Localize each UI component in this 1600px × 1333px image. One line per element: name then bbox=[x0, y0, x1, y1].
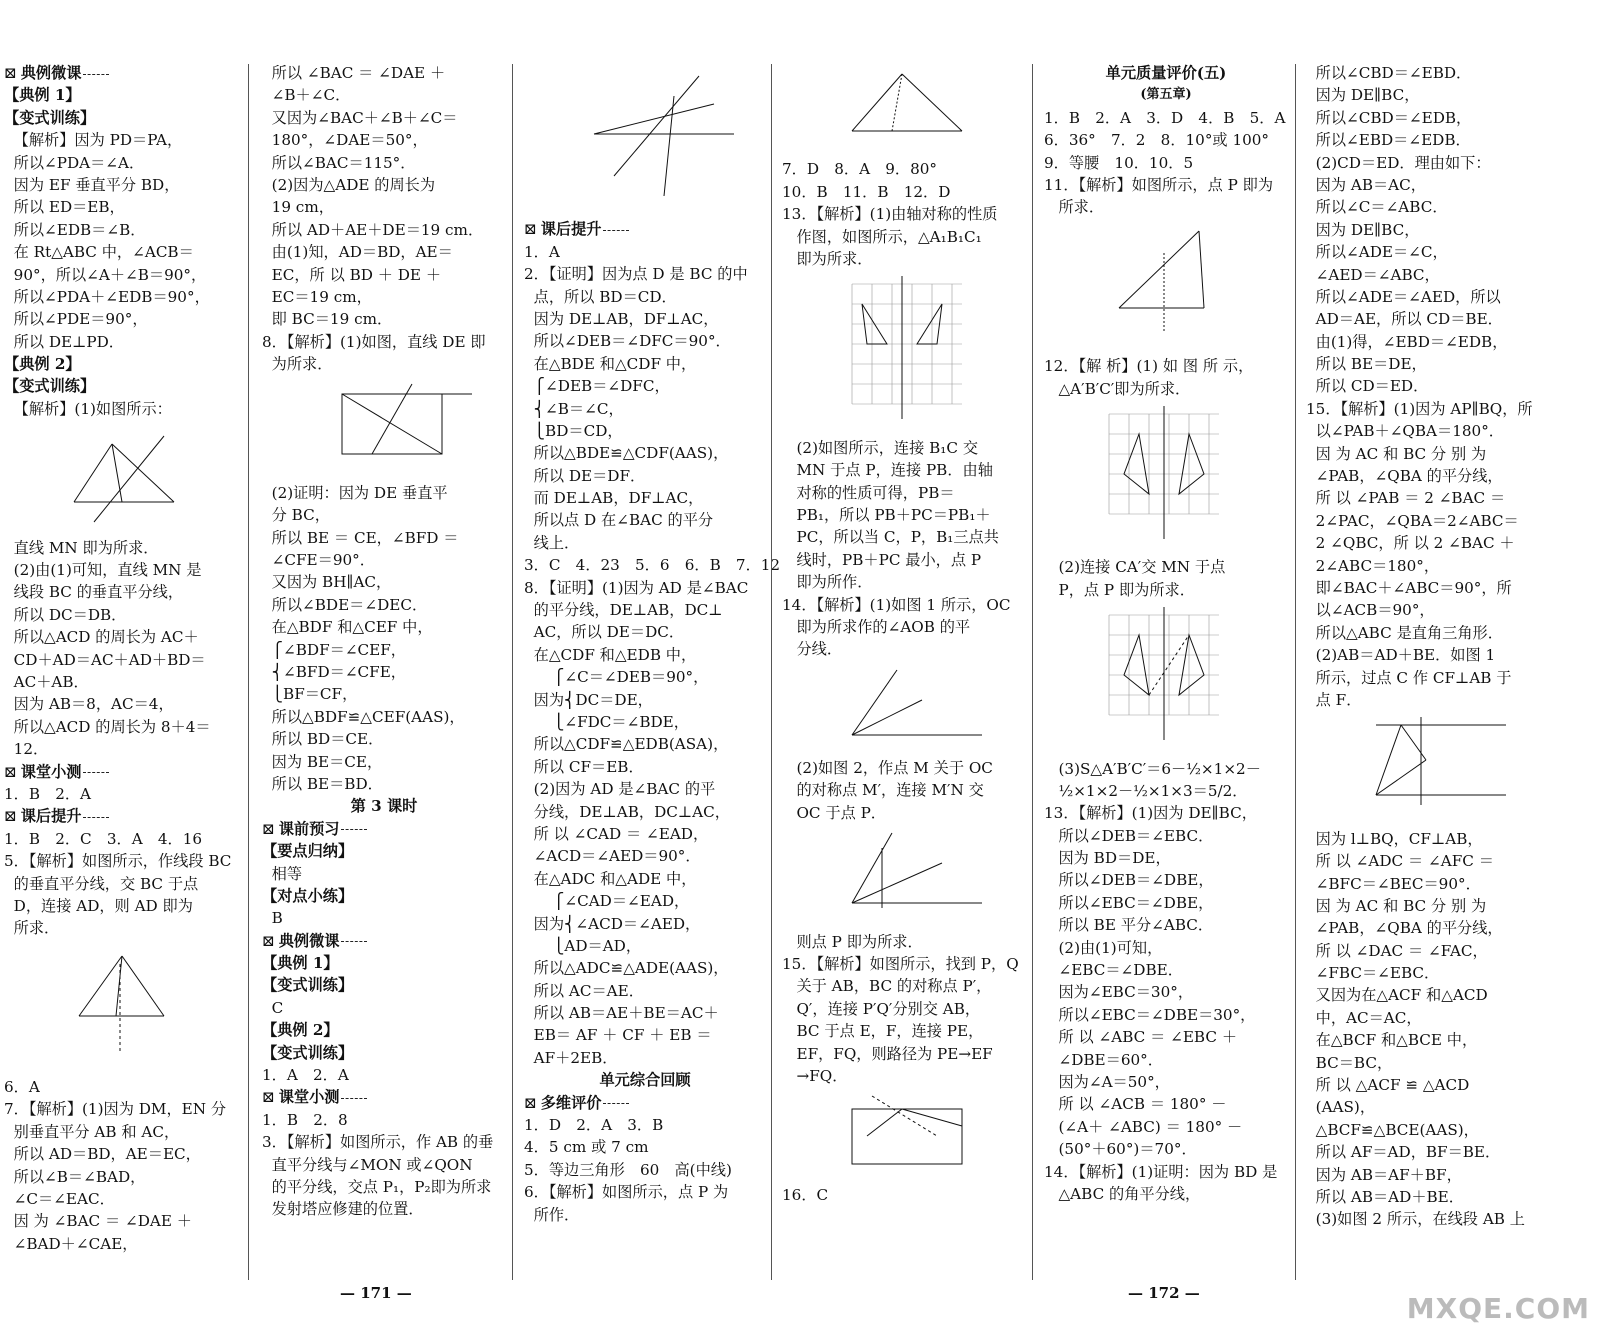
text-line: (2)由(1)可知， bbox=[1044, 938, 1163, 957]
text-line: 2∠ABC＝180°， bbox=[1306, 556, 1440, 575]
column-5 bbox=[1044, 62, 1288, 1205]
text-line: EB＝ AF ＋ CF ＋ EB ＝ bbox=[524, 1026, 712, 1045]
figure-f9 bbox=[842, 1091, 1026, 1177]
text-line: 12． bbox=[4, 740, 49, 759]
text-line: 所以△BDE≌△CDF(AAS)， bbox=[524, 444, 729, 463]
text-line: ∠PAB，∠QBA 的平分线， bbox=[1306, 467, 1503, 486]
page-number-left: — 171 — bbox=[340, 1284, 412, 1302]
text-line: 在△BDF 和△CEF 中， bbox=[262, 618, 433, 637]
text-line: 又因为∠BAC＋∠B＋∠C＝ bbox=[262, 108, 458, 127]
text-line: (2)证明：因为 DE 垂直平 bbox=[262, 483, 448, 502]
text-line: 所 以 ∠ABC ＝ ∠EBC ＋ bbox=[1044, 1028, 1238, 1047]
text-line: (AAS)， bbox=[1306, 1098, 1376, 1117]
text-line: (3)如图 2 所示，在线段 AB 上 bbox=[1306, 1210, 1525, 1229]
text-line: 点，所以 BD＝CD． bbox=[524, 287, 677, 306]
text-line: 8．【证明】(1)因为 AD 是∠BAC bbox=[524, 578, 749, 597]
text-line: 所以 DC＝DB． bbox=[4, 605, 127, 624]
text-line: 因 为 AC 和 BC 分 别 为 bbox=[1306, 444, 1487, 463]
text-line: 在△BDE 和△CDF 中， bbox=[524, 354, 697, 373]
column-2 bbox=[262, 62, 506, 1221]
text-line: 因为 AB＝8，AC＝4， bbox=[4, 695, 174, 714]
text-line: (2)因为 AD 是∠BAC 的平 bbox=[524, 780, 716, 799]
figure-f8 bbox=[842, 828, 1026, 924]
section-heading: ⊠ 课前预习 bbox=[262, 818, 506, 840]
text-line: EC＝19 cm， bbox=[262, 287, 372, 306]
text-line: 因为 DE⊥AB，DF⊥AC， bbox=[524, 309, 719, 328]
text-line: 线段 BC 的垂直平分线， bbox=[4, 583, 184, 602]
text-line: 所 以 ∠PAB ＝ 2 ∠BAC ＝ bbox=[1306, 489, 1506, 508]
text-line: ⎧∠C＝∠DEB＝90°， bbox=[524, 668, 709, 687]
text-line: 2∠PAC，∠QBA＝2∠ABC＝ bbox=[1306, 511, 1519, 530]
text-line: 则点 P 即为所求． bbox=[782, 932, 923, 951]
text-line: 因为 DE∥BC， bbox=[1306, 220, 1420, 239]
text-line: ∠EBC＝∠DBE． bbox=[1044, 961, 1183, 980]
text-line: (50°＋60°)＝70°． bbox=[1044, 1140, 1197, 1159]
text-line: 别垂直平分 AB 和 AC， bbox=[4, 1122, 180, 1141]
text-line: ⎩BF＝CF， bbox=[262, 685, 358, 704]
text-line: 所以 AB＝AE＋BE＝AC＋ bbox=[524, 1004, 719, 1023]
text-line: 相等 bbox=[262, 864, 303, 883]
text-line: 所以∠DEB＝∠DBE， bbox=[1044, 871, 1214, 890]
text-line: 所以△ACD 的周长为 8＋4＝ bbox=[4, 717, 211, 736]
text-line: 所以∠BAC＝115°． bbox=[262, 153, 416, 172]
text-line: 【对点小练】 bbox=[262, 886, 354, 905]
text-line: PB₁，所以 PB＋PC＝PB₁＋ bbox=[782, 505, 991, 524]
text-line: 又因为在△ACF 和△ACD bbox=[1306, 986, 1488, 1005]
text-line: AD＝AE，所以 CD＝BE． bbox=[1306, 310, 1503, 329]
text-line: 所以∠EBC＝∠DBE＝30°， bbox=[1044, 1005, 1256, 1024]
text-line: 所以∠CBD＝∠EDB， bbox=[1306, 108, 1472, 127]
text-line: 为所求． bbox=[262, 355, 333, 374]
text-line: 【要点归纳】 bbox=[262, 842, 354, 861]
text-line: 因为⎨DC＝DE， bbox=[524, 690, 653, 709]
section-heading: ⊠ 课后提升 bbox=[524, 218, 766, 240]
text-line: △A′B′C′即为所求． bbox=[1044, 379, 1191, 398]
text-line: 所求． bbox=[1044, 198, 1105, 217]
section-heading: ⊠ 典例微课 bbox=[4, 62, 244, 84]
text-line: 分线． bbox=[782, 640, 843, 659]
text-line: 7．【解析】(1)因为 DM，EN 分 bbox=[4, 1100, 227, 1119]
text-line: ∠PAB，∠QBA 的平分线， bbox=[1306, 919, 1503, 938]
text-line: 所以∠DEB＝∠EBC． bbox=[1044, 826, 1214, 845]
text-line: 【解析】(1)如图所示： bbox=[4, 399, 172, 418]
text-line: 以∠PAB＋∠QBA＝180°． bbox=[1306, 422, 1504, 441]
text-line: ∠AED＝∠ABC， bbox=[1306, 265, 1440, 284]
text-line: 的平分线，DE⊥AB，DC⊥ bbox=[524, 601, 723, 620]
text-line: ∠DBE＝60°． bbox=[1044, 1050, 1163, 1069]
text-line: 所以 BE＝BD． bbox=[262, 774, 383, 793]
text-line: 即为所求作的∠AOB 的平 bbox=[782, 617, 971, 636]
text-line: 因为∠A＝50°， bbox=[1044, 1072, 1170, 1091]
figure-f13 bbox=[1366, 715, 1594, 821]
text-line: 【变式训练】 bbox=[262, 1043, 354, 1062]
text-line: ⎧∠BDF＝∠CEF， bbox=[262, 640, 406, 659]
text-line: △BCF≌△BCE(AAS)， bbox=[1306, 1120, 1479, 1139]
text-line: PC，所以当 C，P，B₁三点共 bbox=[782, 528, 999, 547]
page-number-right: — 172 — bbox=[1128, 1284, 1200, 1302]
text-line: 即为所求． bbox=[782, 249, 873, 268]
text-line: 所以 AB＝AD＋BE． bbox=[1306, 1187, 1464, 1206]
text-line: (2)如图 2，作点 M 关于 OC bbox=[782, 759, 993, 778]
text-line: 所以 BD＝CE． bbox=[262, 730, 384, 749]
figure-f3 bbox=[322, 379, 506, 475]
text-line: EC，所 以 BD ＋ DE ＋ bbox=[262, 265, 442, 284]
text-line: 3．C 4．23 5．6 6．B 7．12 bbox=[524, 556, 781, 575]
text-line: 所以 CF＝EB． bbox=[524, 757, 644, 776]
text-line: 所以 DE⊥PD． bbox=[4, 332, 124, 351]
text-line: 12．【解 析】(1) 如 图 所 示， bbox=[1044, 357, 1254, 376]
figure-f5 bbox=[842, 66, 1026, 152]
text-line: ∠BFC＝∠BEC＝90°． bbox=[1306, 874, 1481, 893]
text-line: 所作． bbox=[524, 1205, 580, 1224]
text-line: 1．D 2．A 3．B bbox=[524, 1116, 664, 1135]
text-line: 所以 AD＋AE＋DE＝19 cm． bbox=[262, 220, 484, 239]
text-line: AC，所以 DE＝DC． bbox=[524, 623, 685, 642]
text-line: 关于 AB，BC 的对称点 P′， bbox=[782, 977, 992, 996]
text-line: 所以 AC＝AE． bbox=[524, 981, 644, 1000]
text-line: 所以∠BDE＝∠DEC． bbox=[262, 595, 428, 614]
text-line: 1．B 2．8 bbox=[262, 1110, 348, 1129]
text-line: 对称的性质可得，PB＝ bbox=[782, 483, 955, 502]
text-line: (第五章) bbox=[1140, 87, 1192, 103]
text-line: 的平分线，交点 P₁，P₂即为所求 bbox=[262, 1177, 492, 1196]
text-line: B bbox=[262, 909, 283, 928]
text-line: (2)如图所示，连接 B₁C 交 bbox=[782, 438, 979, 457]
text-line: (2)因为△ADE 的周长为 bbox=[262, 175, 436, 194]
text-line: 在△CDF 和△EDB 中， bbox=[524, 645, 697, 664]
text-line: 的对称点 M′，连接 M′N 交 bbox=[782, 781, 984, 800]
column-divider bbox=[1032, 64, 1033, 1280]
text-line: 直平分线与∠MON 或∠QON bbox=[262, 1155, 473, 1174]
text-line: ∠CFE＝90°． bbox=[262, 551, 375, 570]
text-line: 分 BC， bbox=[262, 506, 330, 525]
figure-f11 bbox=[1104, 404, 1288, 550]
text-line: 作图，如图所示，△A₁B₁C₁ bbox=[782, 227, 982, 246]
text-line: ∠ACD＝∠AED＝90°． bbox=[524, 847, 701, 866]
text-line: 【典例 2】 bbox=[262, 1021, 339, 1040]
text-line: 8．【解析】(1)如图，直线 DE 即 bbox=[262, 332, 486, 351]
text-line: 又因为 BH∥AC， bbox=[262, 573, 392, 592]
text-line: 在 Rt△ABC 中，∠ACB＝ bbox=[4, 243, 194, 262]
text-line: 因为 BD＝DE， bbox=[1044, 849, 1171, 868]
text-line: 因 为 ∠BAC ＝ ∠DAE ＋ bbox=[4, 1212, 192, 1231]
text-line: ½×1×2－½×1×3＝5/2． bbox=[1044, 781, 1248, 800]
text-line: BC＝BC， bbox=[1306, 1053, 1393, 1072]
lesson-heading: 单元质量评价(五) bbox=[1105, 64, 1227, 82]
text-line: (∠A＋ ∠ABC) ＝ 180° － bbox=[1044, 1117, 1243, 1136]
text-line: 【变式训练】 bbox=[4, 108, 96, 127]
text-line: 【解析】因为 PD＝PA， bbox=[4, 131, 183, 150]
text-line: AF＋2EB． bbox=[524, 1048, 618, 1067]
text-line: ⎨∠B＝∠C， bbox=[524, 399, 624, 418]
text-line: C bbox=[262, 998, 284, 1017]
text-line: 16．C bbox=[782, 1185, 829, 1204]
text-line: ⎧∠CAD＝∠EAD， bbox=[524, 892, 690, 911]
text-line: 所以△ABC 是直角三角形． bbox=[1306, 623, 1503, 642]
text-line: 2 ∠QBC，所 以 2 ∠BAC ＋ bbox=[1306, 534, 1515, 553]
text-line: 6．【解析】如图所示，点 P 为 bbox=[524, 1183, 729, 1202]
text-line: 3．【解析】如图所示，作 AB 的垂 bbox=[262, 1133, 494, 1152]
text-line: 因为 EF 垂直平分 BD， bbox=[4, 175, 180, 194]
section-heading: ⊠ 课后提升 bbox=[4, 805, 244, 827]
text-line: 所示，过点 C 作 CF⊥AB 于 bbox=[1306, 668, 1512, 687]
text-line: 所以∠B＝∠BAD， bbox=[4, 1167, 146, 1186]
column-divider bbox=[512, 64, 513, 1280]
watermark: MXQE.COM bbox=[1406, 1292, 1590, 1325]
text-line: 所 以 ∠DAC ＝ ∠FAC， bbox=[1306, 941, 1488, 960]
text-line: 所以∠EDB＝∠B． bbox=[4, 220, 146, 239]
text-line: BC 于点 E，F，连接 PE， bbox=[782, 1022, 984, 1041]
column-divider bbox=[1295, 64, 1296, 1280]
text-line: 【变式训练】 bbox=[4, 377, 96, 396]
text-line: 180°，∠DAE＝50°， bbox=[262, 131, 428, 150]
text-line: 而 DE⊥AB，DF⊥AC， bbox=[524, 489, 704, 508]
text-line: 【典例 1】 bbox=[4, 86, 81, 105]
text-line: 6．36° 7．2 8．10°或 100° bbox=[1044, 131, 1270, 150]
text-line: 6．A bbox=[4, 1078, 40, 1097]
text-line: 所 以 ∠ACB ＝ 180° － bbox=[1044, 1095, 1227, 1114]
text-line: AC＋AB． bbox=[4, 673, 89, 691]
text-line: 【典例 1】 bbox=[262, 954, 339, 973]
text-line: 所以△BDF≌△CEF(AAS)， bbox=[262, 707, 465, 726]
text-line: ∠BAD＋∠CAE， bbox=[4, 1234, 138, 1253]
section-heading: ⊠ 课堂小测 bbox=[4, 761, 244, 783]
text-line: 因为 l⊥BQ，CF⊥AB， bbox=[1306, 829, 1483, 848]
text-line: 11．【解析】如图所示，点 P 即为 bbox=[1044, 175, 1274, 194]
text-line: 所以∠ADE＝∠C， bbox=[1306, 243, 1448, 262]
text-line: ⎨∠BFD＝∠CFE， bbox=[262, 663, 406, 681]
text-line: 所以 BE＝DE， bbox=[1306, 355, 1427, 374]
text-line: 所 以 ∠ADC ＝ ∠AFC ＝ bbox=[1306, 852, 1494, 871]
text-line: 即 BC＝19 cm． bbox=[262, 310, 393, 329]
lesson-heading: 单元综合回顾 bbox=[599, 1071, 691, 1090]
text-line: →FQ． bbox=[782, 1067, 848, 1085]
text-line: 10．B 11．B 12．D bbox=[782, 182, 951, 201]
text-line: 所以 CD＝ED． bbox=[1306, 377, 1429, 396]
text-line: 所以∠PDA＋∠EDB＝90°， bbox=[4, 287, 210, 306]
text-line: 【变式训练】 bbox=[262, 976, 354, 995]
text-line: 5．【解析】如图所示，作线段 BC bbox=[4, 852, 232, 871]
text-line: 所以∠EBC＝∠DBE， bbox=[1044, 893, 1214, 912]
text-line: 所 以 ∠CAD ＝ ∠EAD， bbox=[524, 824, 709, 843]
text-line: 因为∠EBC＝30°， bbox=[1044, 983, 1194, 1002]
text-line: CD＋AD＝AC＋AD＋BD＝ bbox=[4, 650, 206, 669]
text-line: 15．【解析】如图所示，找到 P，Q bbox=[782, 955, 1019, 974]
section-heading: ⊠ 课堂小测 bbox=[262, 1086, 506, 1108]
figure-f12 bbox=[1104, 605, 1288, 751]
text-line: 所以 AD＝BD，AE＝EC， bbox=[4, 1145, 201, 1164]
text-line: △ABC 的角平分线， bbox=[1044, 1184, 1201, 1203]
text-line: 14．【解析】(1)如图 1 所示，OC bbox=[782, 595, 1011, 614]
text-line: (2)AB＝AD＋BE．如图 1 bbox=[1306, 646, 1496, 665]
text-line: MN 于点 P，连接 PB．由轴 bbox=[782, 461, 993, 480]
text-line: 因为 DE∥BC， bbox=[1306, 86, 1420, 105]
text-line: EF，FQ，则路径为 PE→EF bbox=[782, 1044, 993, 1063]
section-heading: ⊠ 多维评价 bbox=[524, 1092, 766, 1114]
text-line: 因为⎨∠ACD＝∠AED， bbox=[524, 914, 701, 933]
text-line: ⎩∠FDC＝∠BDE， bbox=[524, 713, 689, 731]
text-line: D，连接 AD，则 AD 即为 bbox=[4, 896, 193, 915]
text-line: ∠FBC＝∠EBC． bbox=[1306, 964, 1440, 983]
text-line: 所以∠EBD＝∠EDB． bbox=[1306, 131, 1471, 150]
text-line: 所以∠DEB＝∠DFC＝90°． bbox=[524, 332, 731, 351]
text-line: 9．等腰 10．10．5 bbox=[1044, 153, 1194, 172]
text-line: 2．【证明】因为点 D 是 BC 的中 bbox=[524, 265, 748, 284]
text-line: OC 于点 P． bbox=[782, 803, 886, 822]
text-line: 点 F． bbox=[1306, 690, 1362, 709]
text-line: ∠B＋∠C． bbox=[262, 86, 351, 105]
figure-f4 bbox=[584, 66, 766, 212]
text-line: 直线 MN 即为所求． bbox=[4, 538, 159, 557]
text-line: 在△BCF 和△BCE 中， bbox=[1306, 1031, 1478, 1050]
text-line: (2)连接 CA′交 MN 于点 bbox=[1044, 558, 1226, 577]
text-line: 所以∠PDE＝90°， bbox=[4, 310, 148, 329]
text-line: ⎩AD＝AD， bbox=[524, 936, 642, 955]
text-line: 5．等边三角形 60 高(中线) bbox=[524, 1160, 732, 1179]
text-line: 13．【解析】(1)因为 DE∥BC， bbox=[1044, 804, 1257, 823]
text-line: 线时，PB＋PC 最小，点 P bbox=[782, 550, 982, 569]
text-line: 所以 BE 平分∠ABC． bbox=[1044, 916, 1214, 935]
text-line: 所以 DE＝DF． bbox=[524, 466, 646, 485]
column-divider bbox=[771, 64, 772, 1280]
lesson-heading: 第 3 课时 bbox=[350, 797, 418, 816]
text-line: 发射塔应修建的位置． bbox=[262, 1200, 424, 1219]
text-line: 的垂直平分线，交 BC 于点 bbox=[4, 874, 199, 893]
figure-f1 bbox=[64, 424, 244, 530]
column-divider bbox=[248, 64, 249, 1280]
column-4 bbox=[782, 62, 1026, 1206]
text-line: 因为 BE＝CE， bbox=[262, 752, 383, 771]
text-line: 7．D 8．A 9．80° bbox=[782, 160, 937, 179]
text-line: (2)由(1)可知，直线 MN 是 bbox=[4, 561, 202, 580]
section-heading: ⊠ 典例微课 bbox=[262, 930, 506, 952]
text-line: P，点 P 即为所求． bbox=[1044, 580, 1195, 599]
text-line: 所以 ED＝EB， bbox=[4, 198, 125, 217]
text-line: 由(1)知，AD＝BD，AE＝ bbox=[262, 243, 453, 262]
figure-f10 bbox=[1104, 223, 1288, 349]
text-line: 14．【解析】(1)证明：因为 BD 是 bbox=[1044, 1162, 1278, 1181]
figure-f2 bbox=[64, 944, 244, 1070]
text-line: 线上． bbox=[524, 533, 580, 552]
text-line: ∠C＝∠EAC． bbox=[4, 1190, 115, 1209]
text-line: 所求． bbox=[4, 919, 60, 938]
text-line: 即为所作． bbox=[782, 573, 873, 592]
text-line: 以∠ACB＝90°， bbox=[1306, 601, 1435, 620]
text-line: 在△ADC 和△ADE 中， bbox=[524, 869, 697, 888]
text-line: 1．B 2．A bbox=[4, 784, 92, 803]
column-6 bbox=[1306, 62, 1594, 1231]
text-line: 1．A bbox=[524, 242, 560, 261]
text-line: 即∠BAC＋∠ABC＝90°，所 bbox=[1306, 578, 1512, 597]
text-line: (2)CD＝ED．理由如下： bbox=[1306, 153, 1491, 172]
text-line: 4．5 cm 或 7 cm bbox=[524, 1138, 649, 1157]
text-line: 15．【解析】(1)因为 AP∥BQ，所 bbox=[1306, 399, 1533, 418]
figure-f6 bbox=[842, 274, 1026, 430]
text-line: 因 为 AC 和 BC 分 别 为 bbox=[1306, 896, 1487, 915]
text-line: 因为 AB＝AF＋BF， bbox=[1306, 1165, 1462, 1184]
text-line: 分线，DE⊥AB，DC⊥AC， bbox=[524, 802, 730, 821]
text-line: 19 cm， bbox=[262, 198, 334, 217]
text-line: 所以点 D 在∠BAC 的平分 bbox=[524, 511, 714, 530]
text-line: 所以 ∠BAC ＝ ∠DAE ＋ bbox=[262, 64, 446, 82]
text-line: 所以 BE ＝ CE，∠BFD ＝ bbox=[262, 528, 459, 547]
text-line: 所以∠PDA＝∠A． bbox=[4, 153, 145, 172]
text-line: 中，AC＝AC， bbox=[1306, 1008, 1422, 1027]
text-line: 90°，所以∠A＋∠B＝90°， bbox=[4, 265, 207, 284]
text-line: 1．B 2．C 3．A 4．16 bbox=[4, 829, 203, 848]
column-1 bbox=[4, 62, 244, 1255]
text-line: 所以∠CBD＝∠EBD． bbox=[1306, 64, 1472, 82]
column-3 bbox=[524, 62, 781, 1226]
text-line: Q′，连接 P′Q′分别交 AB， bbox=[782, 999, 981, 1018]
text-line: 13．【解析】(1)由轴对称的性质 bbox=[782, 205, 998, 224]
text-line: 所以△ADC≌△ADE(AAS)， bbox=[524, 959, 729, 978]
text-line: 所以△ACD 的周长为 AC＋ bbox=[4, 628, 199, 647]
text-line: 所以∠ADE＝∠AED，所以 bbox=[1306, 287, 1501, 306]
text-line: ⎧∠DEB＝∠DFC， bbox=[524, 377, 670, 396]
text-line: 1．A 2．A bbox=[262, 1066, 349, 1085]
text-line: 因为 AB＝AC， bbox=[1306, 175, 1426, 194]
text-line: (3)S△A′B′C′＝6－½×1×2－ bbox=[1044, 759, 1261, 778]
text-line: 【典例 2】 bbox=[4, 355, 81, 374]
text-line: 所以△CDF≌△EDB(ASA)， bbox=[524, 735, 729, 754]
text-line: 1．B 2．A 3．D 4．B 5．A bbox=[1044, 108, 1286, 127]
figure-f7 bbox=[842, 665, 1026, 751]
text-line: ⎩BD＝CD， bbox=[524, 421, 623, 440]
text-line: 所以∠C＝∠ABC． bbox=[1306, 198, 1448, 217]
text-line: 由(1)得，∠EBD＝∠EDB， bbox=[1306, 332, 1508, 351]
text-line: 所以 AF＝AD，BF＝BE． bbox=[1306, 1143, 1501, 1162]
text-line: 所 以 △ACF ≌ △ACD bbox=[1306, 1076, 1470, 1095]
